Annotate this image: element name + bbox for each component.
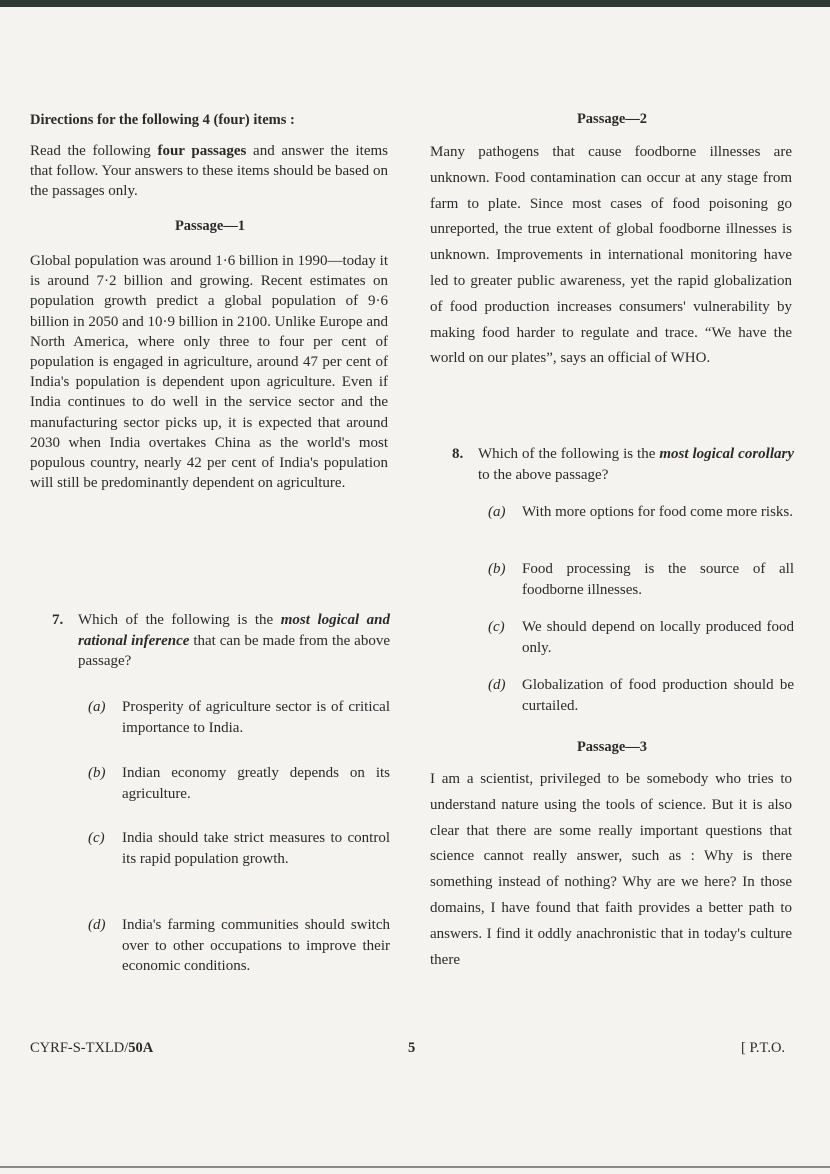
option-label: (c) (488, 619, 505, 635)
question-text-part: Which of the following is the (478, 446, 660, 462)
question-text-part: to the above passage? (478, 466, 609, 483)
passage-1-text: Global population was around 1·6 billion in 1990—today it is around 7·2 billion and growing. Recent estimates on population growth predict a global population of 9·6 billion in 2050 and 10·9 billion in 2100. Unlike Europe and North America, where only three to four per cent of population is engaged in agriculture, around 47 per cent of India's population is dependent upon agriculture. Even if India continues to do well in the service sector and the manufacturing sector picks up, it is expected that around 2030 when India overtakes China as the world's most populous country, nearly 42 per cent of India's population will still be predominantly dependent on agriculture. (30, 253, 388, 492)
passage-1-heading: Passage—1 (174, 218, 246, 234)
passage-2-heading: Passage—2 (576, 111, 648, 127)
top-border (0, 0, 830, 7)
paper-code-prefix: CYRF-S-TXLD/ (30, 1040, 129, 1056)
option-text: India's farming communities should switch over to other occupations to improve their economic conditions. (122, 917, 390, 974)
q7-option-d[interactable] (88, 915, 390, 977)
option-text: Prosperity of agriculture sector is of critical importance to India. (122, 699, 390, 736)
intro-emphasis: four passages (157, 143, 247, 159)
question-8 (452, 444, 794, 485)
q7-option-c[interactable] (88, 828, 390, 869)
q7-option-a[interactable] (88, 697, 390, 738)
question-text-part: Which of the following is the (78, 612, 281, 628)
bottom-border (0, 1166, 830, 1168)
question-emphasis: most logical and rational inference (78, 612, 390, 649)
passage-3-text: I am a scientist, privileged to be somebody who tries to understand nature using the tools of science. But it is also clear that there are some really important questions that science cannot really answer, such as : Why is there something instead of nothing? Why are we here? In those domains, I have found that faith provides a better path to answers. I find it oddly anachronistic that in today's culture there (430, 771, 792, 968)
directions-heading: Directions for the following 4 (four) items : (30, 112, 295, 128)
intro-part: and answer the items that follow. Your answers to these items should be based on the passages only. (30, 143, 388, 199)
option-text: We should depend on locally produced food only. (522, 619, 794, 656)
page-number: 5 (408, 1040, 416, 1056)
option-text: India should take strict measures to control its rapid population growth. (122, 830, 390, 867)
question-7 (52, 610, 390, 672)
question-emphasis: most logical corollary (659, 446, 794, 462)
option-label: (b) (88, 765, 106, 781)
directions-text (30, 141, 388, 201)
passage-2-text: Many pathogens that cause foodborne illnesses are unknown. Food contamination can occur at any stage from farm to plate. Since most cases of food poisoning go unreported, the true extent of global foodborne illnesses is unknown. Improvements in international monitoring have led to greater public awareness, yet the rapid globalization of food production increases consumers' vulnerability by making food harder to regulate and trace. “We have the world on our plates”, says an official of WHO. (430, 144, 792, 367)
option-text: Globalization of food production should be curtailed. (522, 677, 794, 714)
q8-option-d[interactable] (488, 675, 794, 716)
paper-code (30, 1040, 153, 1057)
q7-option-b[interactable] (88, 763, 390, 804)
intro-part: Read the following (30, 143, 158, 159)
option-label: (c) (88, 830, 105, 846)
passage-3-heading: Passage—3 (576, 739, 648, 755)
question-text-part: that can be made from the above passage? (78, 632, 390, 669)
option-text: Food processing is the source of all foodborne illnesses. (522, 561, 794, 598)
q8-option-a[interactable] (488, 502, 794, 523)
option-label: (a) (488, 504, 506, 520)
pto-label: [ P.T.O. (741, 1040, 786, 1056)
option-label: (d) (88, 917, 106, 933)
question-text (78, 610, 390, 672)
option-label: (b) (488, 561, 506, 577)
question-number: 8. (452, 446, 464, 462)
option-label: (d) (488, 677, 506, 693)
option-text: With more options for food come more risks. (522, 504, 794, 520)
question-text (478, 444, 794, 485)
option-label: (a) (88, 699, 106, 715)
q8-option-b[interactable] (488, 559, 794, 600)
paper-code-suffix: 50A (128, 1040, 154, 1056)
option-text: Indian economy greatly depends on its agriculture. (122, 765, 390, 802)
q8-option-c[interactable] (488, 617, 794, 658)
question-number: 7. (52, 612, 64, 628)
